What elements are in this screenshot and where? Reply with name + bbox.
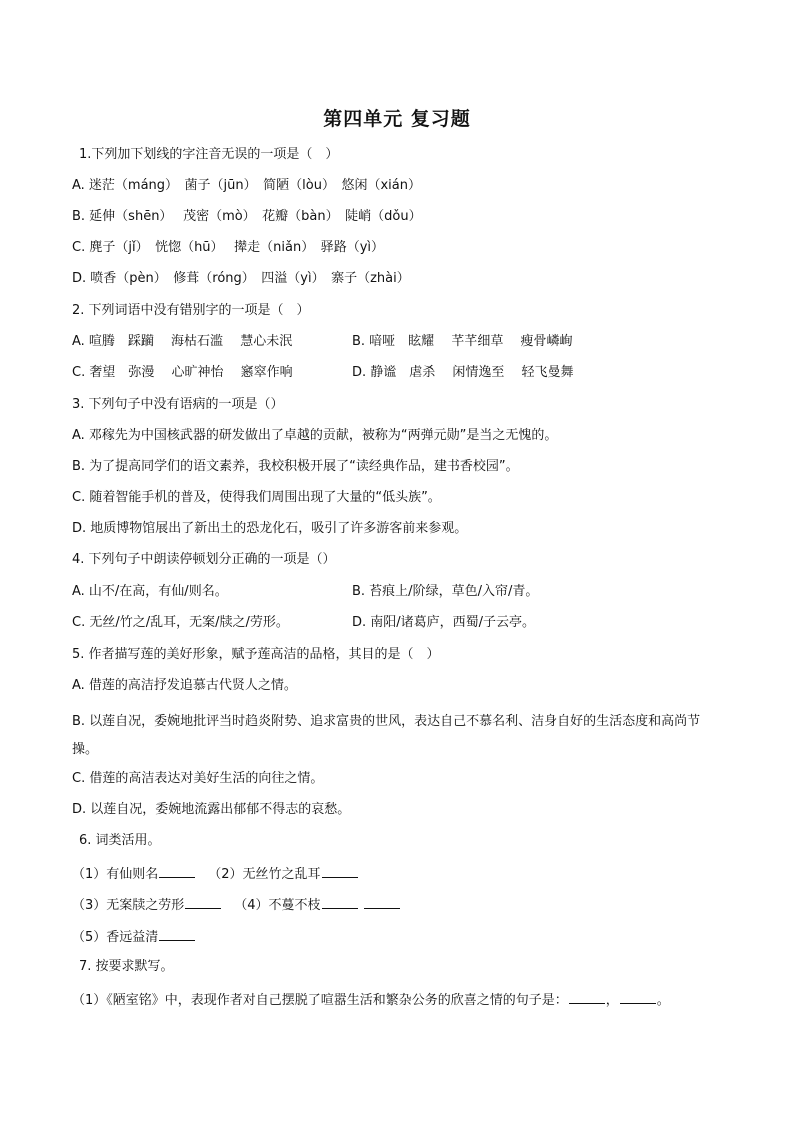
- q5-option-b: B. 以莲自况，委婉地批评当时趋炎附势、追求富贵的世风，表达自己不慕名利、洁身自好的生活态度和高尚节操。: [72, 714, 701, 757]
- q6-item-4: （4）不蔓不枝: [234, 898, 321, 913]
- page-title: 第四单元 复习题: [323, 108, 471, 130]
- q2-option-c: C. 奢望 弥漫 心旷神怡 窸窣作响: [72, 365, 293, 380]
- q5-option-c: C. 借莲的高洁表达对美好生活的向往之情。: [72, 771, 324, 786]
- q2-option-d: D. 静谧 虐杀 闲情逸至 轻飞曼舞: [352, 365, 574, 380]
- q6-row-3: [72, 927, 196, 947]
- q7-end: 。: [656, 993, 670, 1008]
- answer-blank[interactable]: [364, 895, 400, 909]
- q4-option-c: C. 无丝/竹之/乱耳，无案/牍之/劳形。: [72, 615, 289, 630]
- q1-option-d: D. 喷香（pèn） 修葺（róng） 四溢（yì） 寨子（zhài）: [72, 271, 410, 286]
- q4-option-b: B. 苔痕上/阶绿，草色/入帘/青。: [352, 584, 539, 599]
- q2-option-b: B. 喑哑 眩耀 芊芊细草 瘦骨嶙峋: [352, 334, 573, 349]
- q5-stem: 5. 作者描写莲的美好形象，赋予莲高洁的品格，其目的是（ ）: [72, 647, 440, 662]
- q3-option-b: B. 为了提高同学们的语文素养，我校积极开展了“读经典作品，建书香校园”。: [72, 459, 519, 474]
- q7-stem: 7. 按要求默写。: [79, 959, 174, 974]
- q3-stem: 3. 下列句子中没有语病的一项是（）: [72, 397, 284, 412]
- q1-option-c: C. 麂子（jǐ） 恍惚（hū） 撵走（niǎn） 驿路（yì）: [72, 240, 385, 255]
- q1-option-b: B. 延伸（shēn） 茂密（mò） 花瓣（bàn） 陡峭（dǒu）: [72, 209, 422, 224]
- q2-stem: 2. 下列词语中没有错别字的一项是（ ）: [72, 303, 310, 318]
- q6-row-1: [72, 864, 359, 884]
- q1-option-a: A. 迷茫（máng） 菌子（jūn） 简陋（lòu） 悠闲（xián）: [72, 178, 421, 193]
- answer-blank[interactable]: [322, 864, 358, 878]
- q5-option-d: D. 以莲自况，委婉地流露出郁郁不得志的哀愁。: [72, 802, 351, 817]
- answer-blank[interactable]: [159, 927, 195, 941]
- q6-item-5: （5）香远益清: [72, 930, 159, 945]
- q6-item-2: （2）无丝竹之乱耳: [208, 867, 321, 882]
- q6-item-3: （3）无案牍之劳形: [72, 898, 185, 913]
- q7-row-1: [72, 990, 670, 1010]
- q4-option-d: D. 南阳/诸葛庐，西蜀/子云亭。: [352, 615, 536, 630]
- q6-stem: 6. 词类活用。: [79, 833, 161, 848]
- answer-blank[interactable]: [185, 895, 221, 909]
- q4-option-a: A. 山不/在高，有仙/则名。: [72, 584, 228, 599]
- q2-option-a: A. 喧腾 踩躏 海枯石滥 慧心未泯: [72, 334, 293, 349]
- q7-item-1: （1）《陋室铭》中，表现作者对自己摆脱了喧嚣生活和繁杂公务的欣喜之情的句子是：: [72, 993, 568, 1008]
- answer-blank[interactable]: [620, 990, 656, 1004]
- q3-option-c: C. 随着智能手机的普及，使得我们周围出现了大量的“低头族”。: [72, 490, 441, 505]
- answer-blank[interactable]: [322, 895, 358, 909]
- q3-option-d: D. 地质博物馆展出了新出土的恐龙化石，吸引了许多游客前来参观。: [72, 521, 468, 536]
- q4-stem: 4. 下列句子中朗读停顿划分正确的一项是（）: [72, 552, 336, 567]
- q7-separator: ，: [605, 993, 619, 1008]
- answer-blank[interactable]: [159, 864, 195, 878]
- q6-row-2: [72, 895, 401, 915]
- q5-option-a: A. 借莲的高洁抒发追慕古代贤人之情。: [72, 678, 297, 693]
- q6-item-1: （1）有仙则名: [72, 867, 159, 882]
- answer-blank[interactable]: [569, 990, 605, 1004]
- q3-option-a: A. 邓稼先为中国核武器的研发做出了卓越的贡献，被称为“两弹元勋”是当之无愧的。: [72, 428, 558, 443]
- q1-stem: 1.下列加下划线的字注音无误的一项是（ ）: [79, 147, 339, 162]
